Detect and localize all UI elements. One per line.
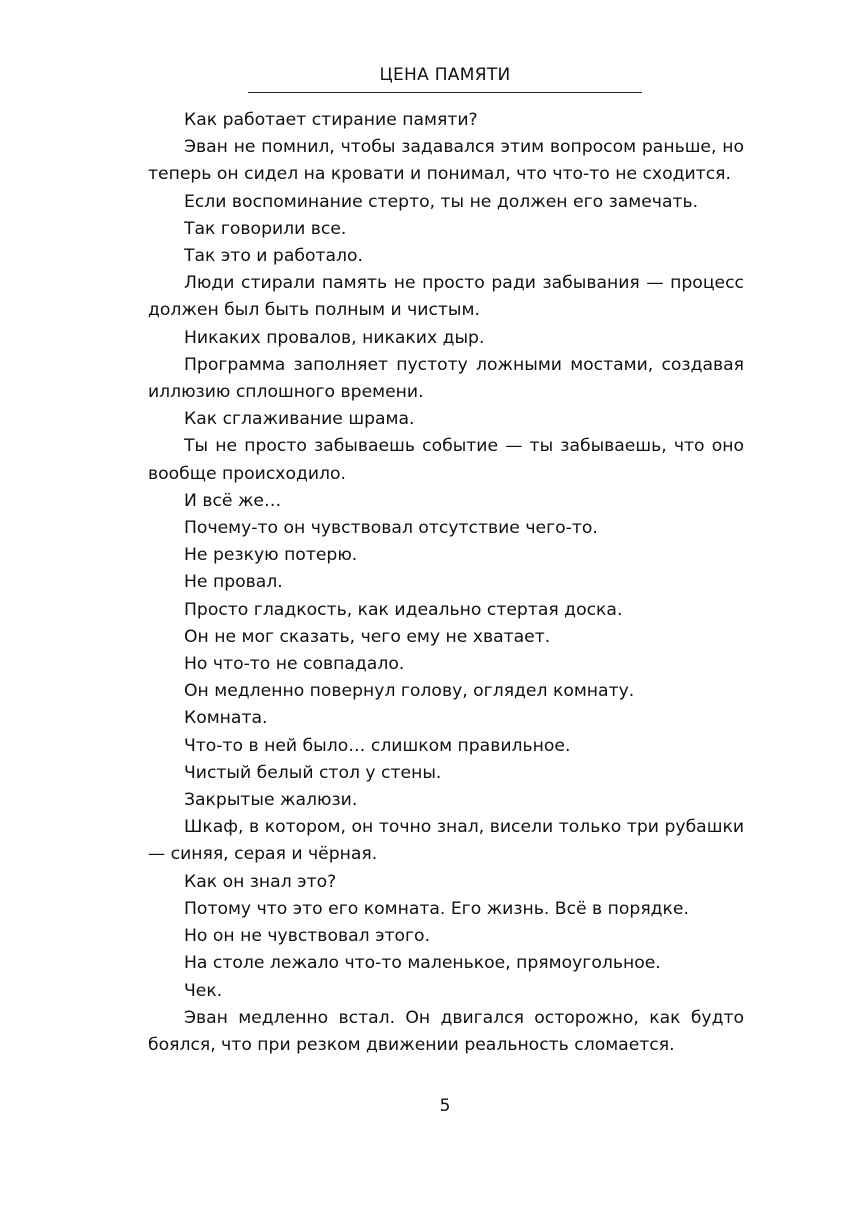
- paragraph: Как сглаживание шрама.: [184, 409, 415, 430]
- paragraph: Чек.: [184, 980, 223, 1001]
- paragraph: Программа заполняет пустоту ложными мостами, создавая иллюзию сплошного времени.: [148, 354, 744, 403]
- paragraph: Он не мог сказать, чего ему не хватает.: [184, 626, 551, 647]
- paragraph: Никаких провалов, никаких дыр.: [184, 327, 485, 348]
- paragraph: Ты не просто забываешь событие — ты забываешь, что оно вообще происходило.: [148, 436, 744, 484]
- paragraph: Потому что это его комната. Его жизнь. Всё в порядке.: [184, 898, 689, 919]
- header-divider: [248, 92, 642, 93]
- paragraph: И всё же…: [184, 490, 282, 511]
- paragraph: Так говорили все.: [184, 218, 347, 239]
- page-number: 5: [439, 1096, 451, 1116]
- paragraph: Как работает стирание памяти?: [184, 110, 478, 130]
- paragraph: Как он знал это?: [184, 871, 337, 892]
- paragraph: Не резкую потерю.: [184, 545, 358, 566]
- paragraph: Но он не чувствовал этого.: [184, 926, 431, 947]
- paragraph: Почему-то он чувствовал отсутствие чего-то.: [184, 518, 598, 539]
- paragraph: На столе лежало что-то маленькое, прямоугольное.: [184, 953, 661, 974]
- body-text: [148, 107, 744, 1059]
- paragraph: Не провал.: [184, 572, 283, 593]
- paragraph: Чистый белый стол у стены.: [184, 762, 442, 783]
- paragraph: Люди стирали память не просто ради забывания — процесс должен был быть полным и чистым.: [148, 273, 744, 321]
- paragraph: Эван не помнил, чтобы задавался этим вопросом раньше, но теперь он сидел на кровати и понимал, что что-то не сходится.: [148, 137, 744, 185]
- paragraph: Но что-то не совпадало.: [184, 654, 405, 675]
- paragraph: Шкаф, в котором, он точно знал, висели только три рубашки — синяя, серая и чёрная.: [148, 817, 744, 865]
- paragraph: Просто гладкость, как идеально стертая доска.: [184, 599, 623, 620]
- paragraph: Он медленно повернул голову, оглядел комнату.: [184, 681, 635, 702]
- running-header-title: ЦЕНА ПАМЯТИ: [379, 65, 511, 85]
- paragraph: Если воспоминание стерто, ты не должен его замечать.: [184, 191, 699, 212]
- paragraph: Закрытые жалюзи.: [184, 790, 358, 811]
- paragraph: Комната.: [184, 708, 268, 729]
- paragraph: Что-то в ней было… слишком правильное.: [184, 735, 571, 756]
- paragraph: Эван медленно встал. Он двигался осторожно, как будто боялся, что при резком движении реальность сломается.: [148, 1007, 744, 1055]
- paragraph: Так это и работало.: [184, 246, 364, 267]
